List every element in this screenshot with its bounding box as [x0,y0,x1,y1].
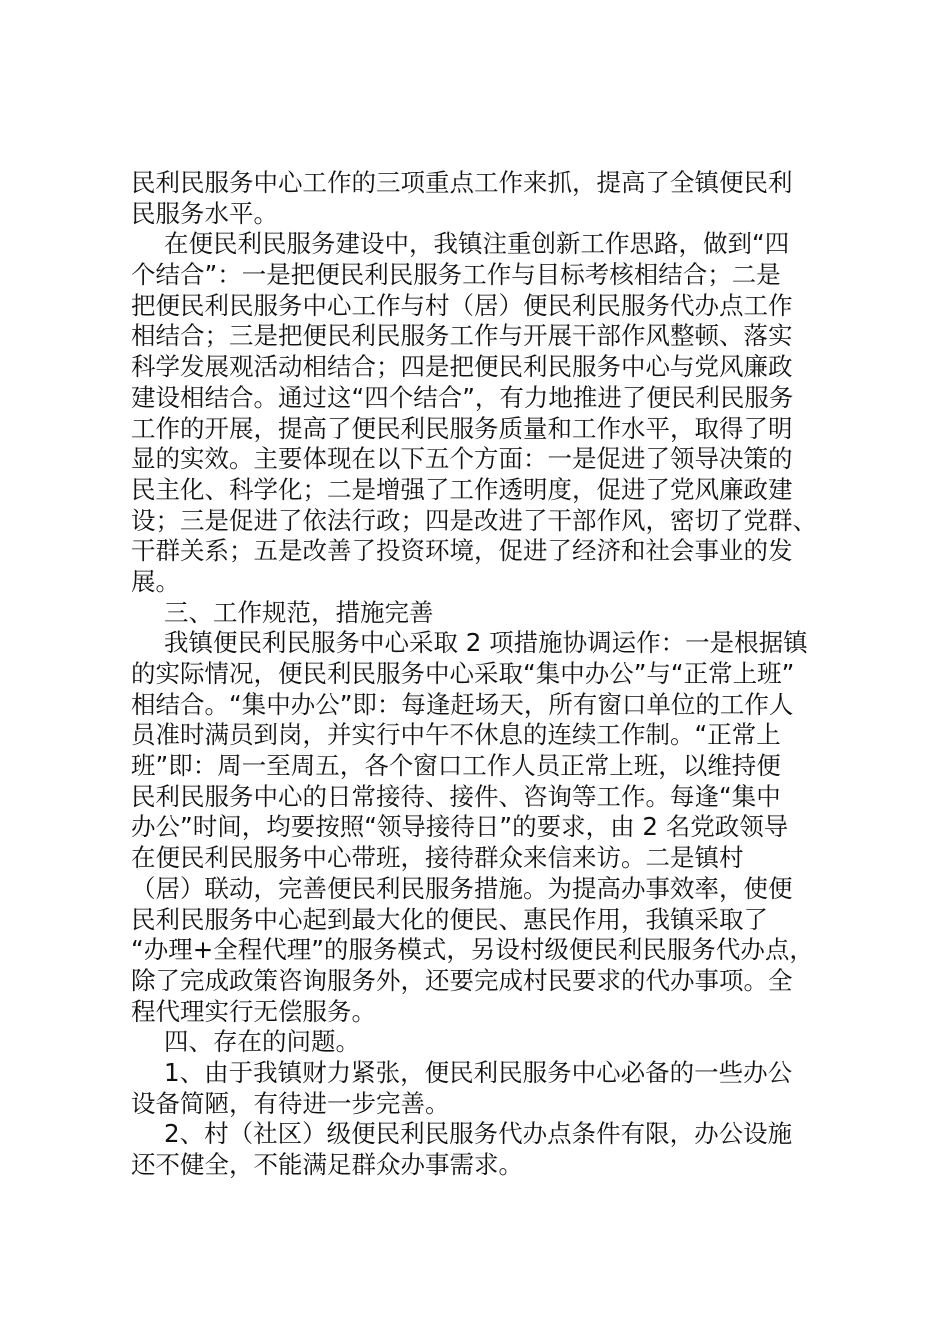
text-line: 相结合。“集中办公”即：每逢赶场天，所有窗口单位的工作人 [131,689,794,719]
text-line: 员准时满员到岗，并实行中午不休息的连续工作制。“正常上 [131,720,781,750]
document-body [131,168,831,1181]
text-line: 的实际情况，便民利民服务中心采取“集中办公”与“正常上班” [131,659,795,688]
text-line: 设备简陋，有待进一步完善。 [131,1088,450,1118]
text-line: 还不健全，不能满足群众办事需求。 [131,1150,523,1179]
text-line: 除了完成政策咨询服务外，还要完成村民要求的代办事项。全 [131,965,793,995]
text-line: 把便民利民服务中心工作与村（居）便民利民服务代办点工作 [131,290,793,320]
text-line: “办理+全程代理”的服务模式，另设村级便民利民服务代办点， [131,935,814,965]
text-line: 民利民服务中心工作的三项重点工作来抓，提高了全镇便民利 [131,168,793,197]
text-line: 相结合；三是把便民利民服务工作与开展干部作风整顿、落实 [131,321,793,351]
text-line: 建设相结合。通过这“四个结合”，有力地推进了便民利民服务 [131,382,794,412]
text-line: 设；三是促进了依法行政；四是改进了干部作风，密切了党群、 [131,505,817,535]
text-line: 2、村（社区）级便民利民服务代办点条件有限，办公设施 [164,1119,793,1149]
text-line: （居）联动，完善便民利民服务措施。为提高办事效率，使便 [131,873,793,903]
text-line: 显的实效。主要体现在以下五个方面：一是促进了领导决策的 [131,444,793,474]
text-line: 民服务水平。 [131,198,278,228]
text-line: 干群关系；五是改善了投资环境，促进了经济和社会事业的发 [131,536,793,566]
text-line: 民主化、科学化；二是增强了工作透明度，促进了党风廉政建 [131,474,793,504]
text-line: 四、存在的问题。 [164,1027,360,1057]
text-line: 科学发展观活动相结合；四是把便民利民服务中心与党风廉政 [131,352,793,382]
text-line: 程代理实行无偿服务。 [131,996,376,1026]
text-line: 在便民利民服务建设中，我镇注重创新工作思路，做到“四 [164,229,790,259]
text-line: 班”即：周一至周五，各个窗口工作人员正常上班，以维持便 [131,751,781,781]
text-line: 在便民利民服务中心带班，接待群众来信来访。二是镇村 [131,843,744,873]
text-line: 民利民服务中心起到最大化的便民、惠民作用，我镇采取了 [131,904,768,934]
text-line: 我镇便民利民服务中心采取 2 项措施协调运作：一是根据镇 [164,628,808,658]
text-line: 工作的开展，提高了便民利民服务质量和工作水平，取得了明 [131,413,793,443]
text-line: 办公”时间，均要按照“领导接待日”的要求，由 2 名党政领导 [131,812,789,842]
text-line: 1、由于我镇财力紧张，便民利民服务中心必备的一些办公 [164,1057,793,1087]
text-line: 三、工作规范，措施完善 [164,597,434,627]
text-line: 展。 [131,566,180,596]
text-line: 民利民服务中心的日常接待、接件、咨询等工作。每逢“集中 [131,781,781,811]
text-line: 个结合”：一是把便民利民服务工作与目标考核相结合；二是 [131,260,781,290]
